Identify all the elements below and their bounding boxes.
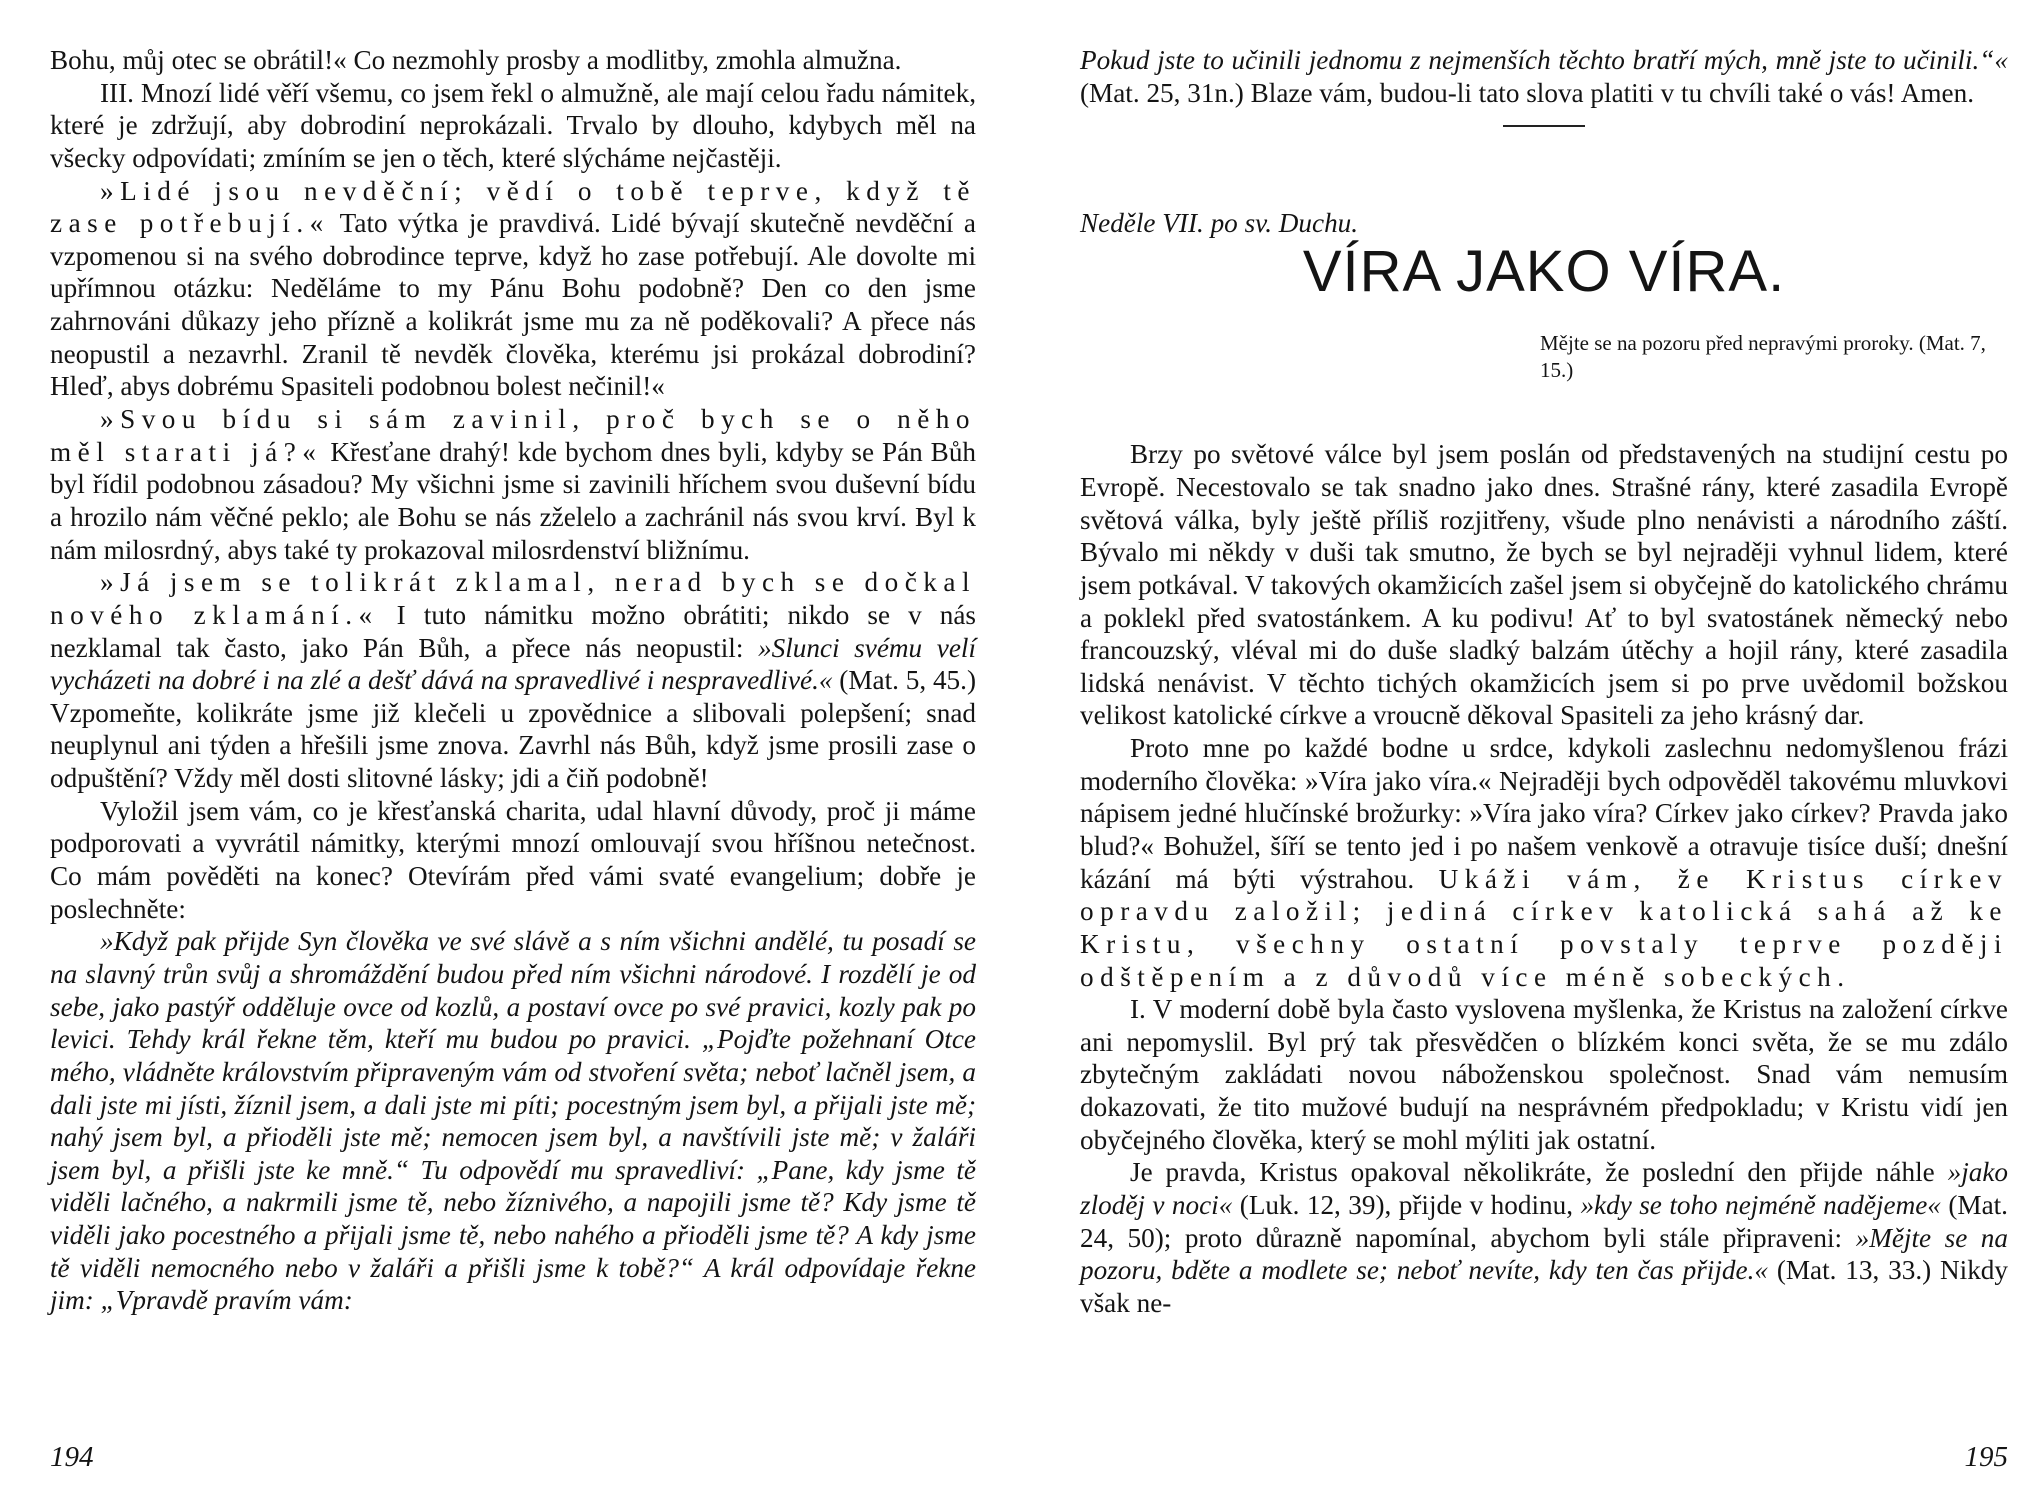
- paragraph-text: (Mat. 24, 50); proto důrazně napomínal, abychom byli stále připraveni:: [1080, 1190, 2008, 1253]
- paragraph-text: Je pravda, Kristus opakoval několikráte, že poslední den přijde náhle: [1130, 1157, 1948, 1188]
- spaced-objection: »Já jsem se tolikrát zklamal, nerad bych se dočkal nového zklamání.«: [50, 567, 976, 630]
- paragraph: [50, 566, 976, 794]
- paragraph-text: (Mat. 5, 45.) Vzpomeňte, kolikráte jsme již klečeli u zpovědnice a slibovali polepšení; snad neuplynul ani týden a hřešili jsme znova. Zavrhl nás Bůh, když jsme prosili zase o odpuštění? Vždy měl dosti slitovné lásky; jdi a čiň podobně!: [50, 665, 977, 794]
- paragraph: [50, 403, 976, 566]
- section-divider: [1503, 125, 1585, 127]
- paragraph: Bohu, můj otec se obrátil!« Co nezmohly prosby a modlitby, zmohla almužna.: [50, 45, 902, 75]
- scripture-quote: »Když pak přijde Syn člověka ve své slávě a s ním všichni andělé, tu posadí se na slavný trůn svůj a shromáždění budou před ním všichni národové. I rozdělí je od sebe, jako pastýř odděluje ovce od kozlů, a postaví ovce po své pravici, kozly pak po levici. Tehdy král řekne těm, kteří mu budou po pravici. „Pojďte požehnaní Otce mého, vládněte královstvím připraveným vám od stvoření světa; neboť lačněl jsem, a dali jste mi jísti, žíznil jsem, a dali jste mi píti; pocestným jsem byl, a přijali jste mě; nahý jsem byl, a přioděli jste mě; nemocen jsem byl, a navštívili jste mě; v žaláři jsem byl, a přišli jste ke mně.“ Tu odpovědí mu spravedliví: „Pane, kdy jsme tě viděli lačného, a nakrmili jsme tě, nebo žíznivého, a napojili jsme tě? Kdy jsme tě viděli jako pocestného a přijali jsme tě, nebo nahého a přioděli jsme tě? A kdy jsme tě viděli nemocného nebo v žaláři a přišli jsme k tobě?“ A král odpovídaje řekne jim: „Vpravdě pravím vám:: [50, 926, 976, 1316]
- paragraph: [1080, 732, 2008, 993]
- paragraph: [1080, 1156, 2008, 1319]
- paragraph: Brzy po světové válce byl jsem poslán od představených na studijní cestu po Evropě. Necestovalo se tak snadno jako dnes. Strašné rány, které zasadila Evropě světová válka, byly ještě příliš rozjitřeny, všude plno nenávisti a národního záští. Bývalo mi někdy v duši tak smutno, že bych se byl nejraději vyhnul lidem, které jsem potkával. V takových okamžicích zašel jsem si obyčejně do katolického chrámu a poklekl před svatostánkem. A ku podivu! Ať to byl svatostánek německý nebo francouzský, vléval mi do duše sladký balzám útěchy a hojil rány, které zasadila lidská nenávist. V těchto tichých okamžicích jsem si po prve uvědomil božskou velikost katolické církve a vroucně děkoval Spasiteli za jeho krásný dar.: [1080, 439, 2008, 731]
- left-text-column: [50, 44, 976, 1317]
- paragraph-text: I tuto námitku možno obrátiti; nikdo se v nás nezklamal tak často, jako Pán Bůh, a přece nás neopustil:: [50, 599, 976, 663]
- page-number: 195: [1964, 1441, 2008, 1473]
- right-page: [1022, 0, 2044, 1500]
- paragraph-text: Proto mne po každé bodne u srdce, kdykoli zaslechnu nedomyšlenou frázi moderního člověka: »Víra jako víra.« Nejraději bych odpověděl takovému mluvkovi nápisem jedné hlučínské brožurky: »Víra jako víra? Církev jako církev? Pravda jako blud?« Bohužel, šíří se tento jed i po našem venkově a otravuje tisíce duší; dnešní kázání má býti výstrahou.: [1080, 733, 2008, 894]
- scripture-quote: »Mějte se na pozoru, bděte a modlete se; neboť nevíte, kdy ten čas přijde.«: [1080, 1222, 2008, 1286]
- paragraph-text: Tato výtka je pravdivá. Lidé bývají skutečně nevděční a vzpomenou si na svého dobrodince teprve, když ho zase potřebují. Ale dovolte mi upřímnou otázku: Neděláme to my Pánu Bohu podobně? Den co den jsme zahrnováni důkazy jeho přízně a kolikrát jsme mu za ně poděkovali? A přece nás neopustil a nezavrhl. Zranil tě nevděk člověka, kterému jsi prokázal dobrodiní? Hleď, abys dobrému Spasiteli podobnou bolest nečinil!«: [50, 208, 976, 402]
- spaced-objection: »Lidé jsou nevděční; vědí o tobě teprve, když tě zase potřebují.«: [50, 175, 976, 239]
- sermon-occasion: Neděle VII. po sv. Duchu.: [1080, 208, 1359, 239]
- scripture-quote: »jako zloděj v noci«: [1080, 1157, 2008, 1221]
- paragraph-text: (Mat. 25, 31n.) Blaze vám, budou-li tato slova platiti v tu chvíli také o vás! Amen.: [1080, 77, 1974, 108]
- paragraph: [50, 175, 976, 403]
- paragraph-text: (Luk. 12, 39), přijde v hodinu,: [1232, 1190, 1581, 1221]
- page-number: 194: [50, 1441, 94, 1473]
- paragraph: I. V moderní době byla často vyslovena myšlenka, že Kristus na založení církve ani nepomyslil. Byl prý tak přesvědčen o blízkém konci světa, že se mu zdálo zbytečným zakládati novou náboženskou společnost. Snad vám nemusím dokazovati, že tito mužové budují na nesprávném předpokladu; v Kristu vidí jen obyčejného člověka, který se mohl mýliti jak ostatní.: [1080, 994, 2008, 1155]
- scripture-quote: »kdy se toho nejméně nadějeme«: [1580, 1190, 1941, 1221]
- spaced-objection: »Svou bídu si sám zavinil, proč bych se o něho měl starati já?«: [50, 404, 976, 467]
- sermon-motto: Mějte se na pozoru před nepravými proroky. (Mat. 7, 15.): [1540, 330, 1986, 383]
- paragraph: [1080, 44, 2008, 109]
- paragraph-text: Křesťane drahý! kde bychom dnes byli, kdyby se Pán Bůh byl řídil podobnou zásadou? My všichni jsme si zavinili hříchem svou duševní bídu a hrozilo nám věčné peklo; ale Bohu se nás zželelo a zachránil nás svou krví. Byl k nám milosrdný, abys také ty prokazoval milosrdenství bližnímu.: [50, 436, 977, 565]
- scripture-quote: »Slunci svému velí vycházeti na dobré i na zlé a dešť dává na spravedlivé i nespravedlivé.«: [50, 632, 976, 696]
- paragraph: [50, 925, 976, 1317]
- paragraph-text: (Mat. 13, 33.) Nikdy však ne-: [1080, 1255, 2008, 1318]
- spaced-thesis: Ukáži vám, že Kristus církev opravdu založil; jediná církev katolická sahá až ke Kristu, všechny ostatní povstaly teprve později odštěpením a z důvodů více méně sobeckých.: [1080, 863, 2008, 992]
- paragraph: Vyložil jsem vám, co je křesťanská charita, udal hlavní důvody, proč ji máme podporovati a vyvrátil námitky, kterými mnozí omlouvají svou hříšnou netečnost. Co mám pověděti na konec? Otevírám před vámi svaté evangelium; dobře je poslechněte:: [50, 795, 976, 924]
- sermon-title: VÍRA JAKO VÍRA.: [1302, 238, 1786, 304]
- paragraph: III. Mnozí lidé věří všemu, co jsem řekl o almužně, ale mají celou řadu námitek, které je zdržují, aby dobrodiní neprokázali. Trvalo by dlouho, kdybych měl na všecky odpovídati; zmíním se jen o těch, které slýcháme nejčastěji.: [50, 77, 976, 173]
- right-text-column: [1080, 44, 2008, 1320]
- scripture-quote: Pokud jste to učinili jednomu z nejmenších těchto bratří mých, mně jste to učinili.“«: [1080, 45, 2008, 75]
